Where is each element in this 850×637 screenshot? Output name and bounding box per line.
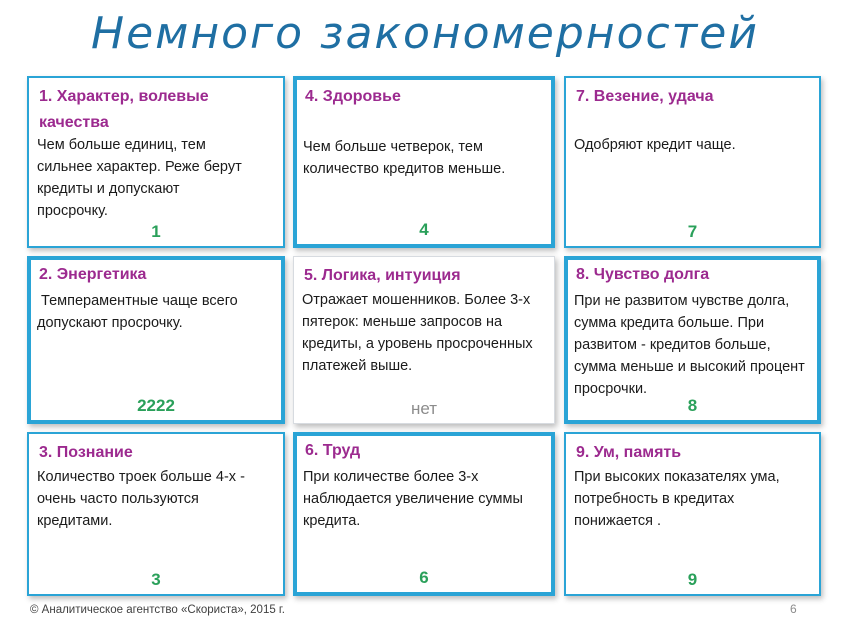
card-text: Одобряют кредит чаще. bbox=[574, 137, 736, 153]
card-duty bbox=[564, 256, 821, 424]
card-title: 1. Характер, волевые качества bbox=[39, 88, 209, 131]
card-title: 3. Познание bbox=[39, 444, 133, 461]
page-number: 6 bbox=[790, 602, 797, 616]
card-character bbox=[27, 76, 285, 248]
card-title: 7. Везение, удача bbox=[576, 88, 714, 105]
card-title: 8. Чувство долга bbox=[576, 266, 710, 283]
card-energy bbox=[27, 256, 285, 424]
card-number: 6 bbox=[419, 568, 429, 587]
card-text: При не развитом чувстве долга, сумма кредита больше. При развитом - кредитов больше, сумма меньше и высокий процент просрочки. bbox=[574, 293, 805, 397]
card-number: 8 bbox=[687, 396, 698, 415]
card-text: Количество троек больше 4-х - очень часто пользуются кредитами. bbox=[37, 469, 245, 529]
card-number: 4 bbox=[419, 220, 429, 239]
card-title: 6. Труд bbox=[305, 442, 361, 459]
card-title: 5. Логика, интуиция bbox=[304, 267, 461, 284]
card-mind bbox=[564, 432, 821, 596]
card-logic bbox=[293, 256, 555, 424]
card-title: 4. Здоровье bbox=[305, 88, 401, 105]
card-text: Чем больше единиц, тем сильнее характер. Реже берут кредиты и допускают просрочку. bbox=[37, 137, 242, 219]
card-text: При высоких показателях ума, потребность в кредитах понижается . bbox=[574, 469, 780, 529]
page-title: Немного закономерностей bbox=[91, 8, 759, 59]
card-title: 2. Энергетика bbox=[39, 266, 147, 283]
card-number: 3 bbox=[151, 570, 161, 589]
card-number: 2222 bbox=[137, 396, 175, 415]
card-number: 9 bbox=[687, 570, 698, 589]
copyright-footer: © Аналитическое агентство «Скориста», 2015 г. bbox=[30, 604, 285, 616]
card-number: 7 bbox=[687, 222, 698, 241]
card-text: Отражает мошенников. Более 3-х пятерок: меньше запросов на кредиты, а уровень просроченных платежей выше. bbox=[302, 292, 533, 374]
card-cognition bbox=[27, 432, 285, 596]
card-title: 9. Ум, память bbox=[576, 444, 682, 461]
card-text: При количестве более 3-х наблюдается увеличение суммы кредита. bbox=[303, 469, 523, 529]
card-text: Темпераментные чаще всего допускают просрочку. bbox=[37, 293, 242, 331]
card-health bbox=[293, 76, 555, 248]
card-number: 1 bbox=[151, 222, 161, 241]
card-text: Чем больше четверок, тем количество кредитов меньше. bbox=[303, 139, 506, 177]
card-number: нет bbox=[410, 399, 438, 418]
card-work bbox=[293, 432, 555, 596]
card-luck bbox=[564, 76, 821, 248]
